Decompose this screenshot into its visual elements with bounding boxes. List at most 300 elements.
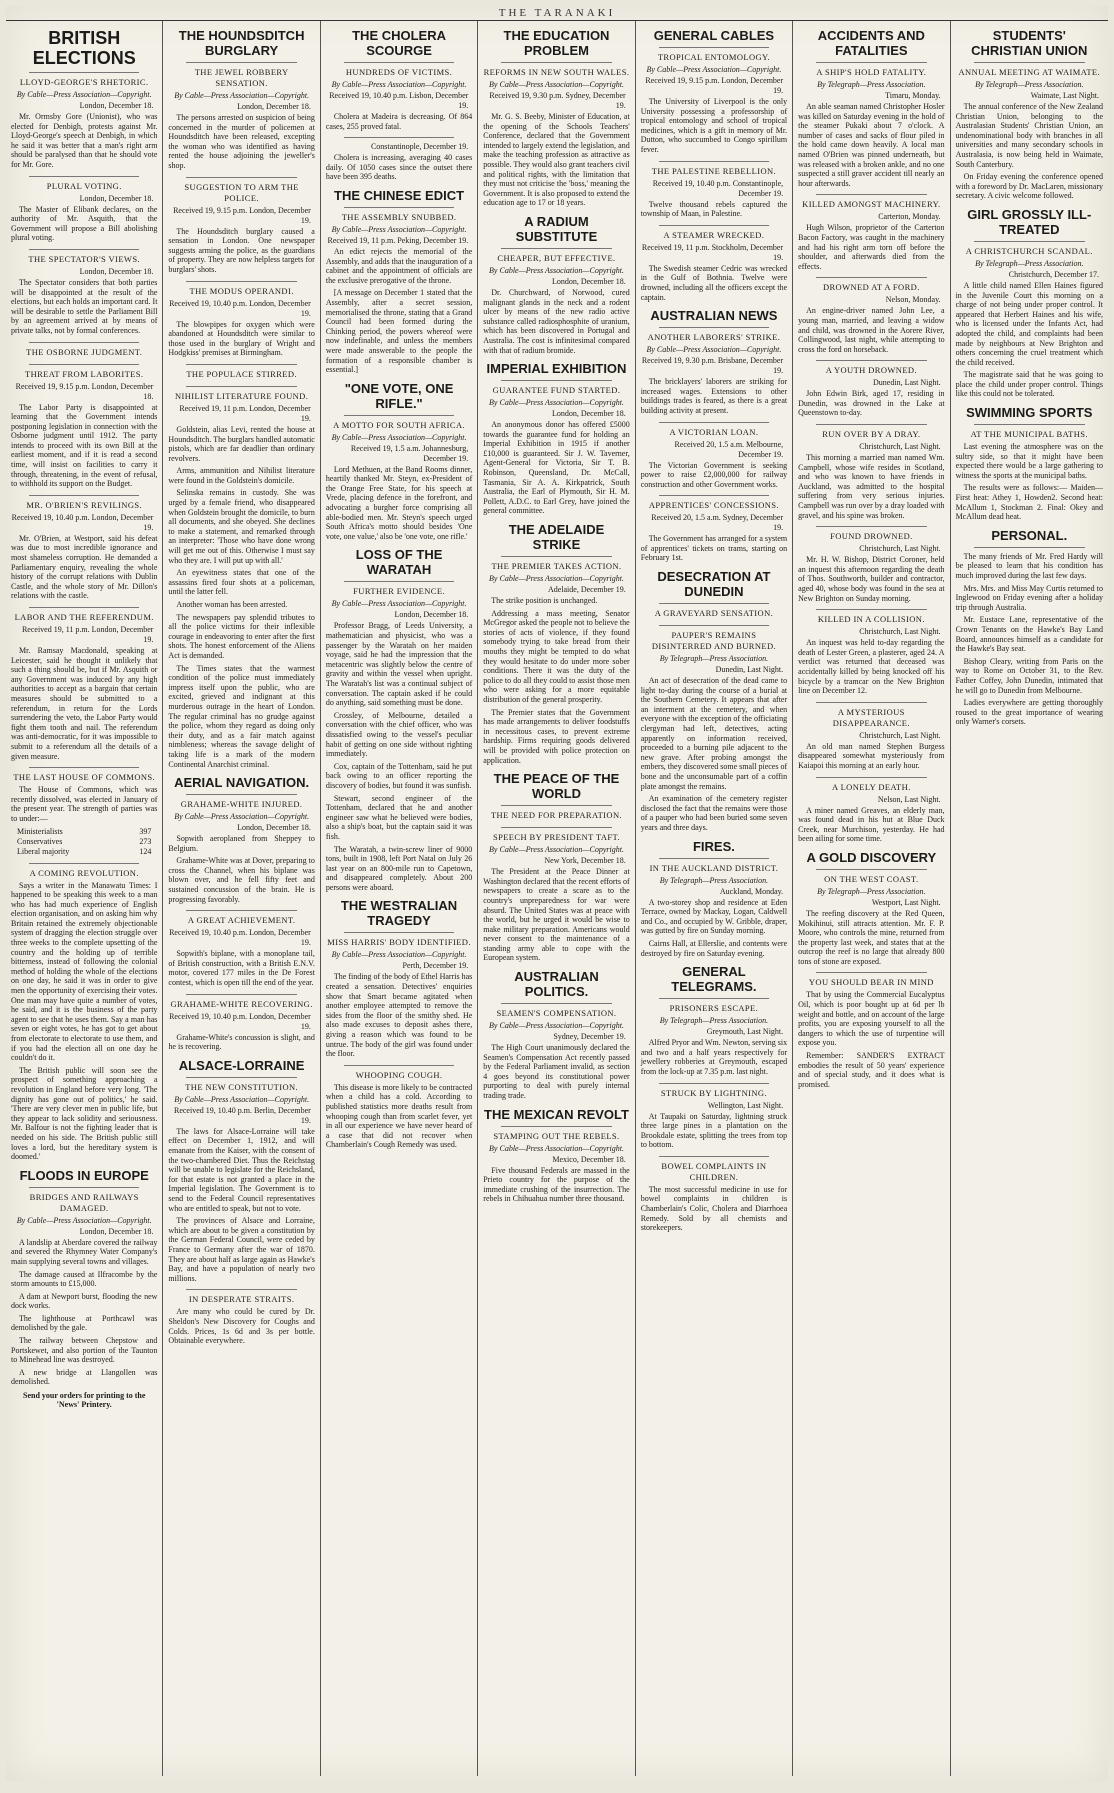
divider <box>186 386 296 387</box>
article <box>168 28 314 171</box>
headline: ALSACE-LORRAINE <box>178 1057 305 1073</box>
subheading: A LONELY DEATH. <box>831 781 911 792</box>
divider <box>29 249 139 250</box>
divider <box>29 863 139 864</box>
article-paragraph: The Spectator considers that both parties will be disappointed at the result of the elections, but each holds an important card. It will be desirable to settle the Parliament Bill by an agreement arrived at by means of private talks, not by formal conferences. <box>11 277 158 335</box>
headline: GENERAL CABLES <box>653 28 775 43</box>
article-paragraph: Sopwith aeroplaned from Sheppey to Belgium. <box>168 834 315 853</box>
article <box>11 767 157 856</box>
article-paragraph: On Friday evening the conference opened with a foreword by Dr. MacLaren, missionary secretary. A civic welcome followed. <box>955 172 1103 201</box>
place-date: London, December 18. <box>394 610 469 620</box>
dateline: By Cable—Press Association—Copyright. <box>489 574 624 584</box>
place-date: London, December 18. <box>79 193 154 203</box>
article-paragraph: [A message on December 1 stated that the Assembly, after a secret session, memorialised the throne, stating that a Grand Council had been formed during the Chinking period, the powers whereof were now indefinable, and unless the members were made answerable to the people the formation of a responsible chamber is essential.] <box>325 288 473 375</box>
dateline: By Cable—Press Association—Copyright. <box>646 345 782 355</box>
article-paragraph: An inquest was held to-day regarding the death of Lester Green, a plasterer, aged 24. A verdict was returned that deceased was accidentally killed by being knocked off his bicycle by a tramcar on the New Brighton line on December 12. <box>798 638 945 696</box>
place-date: Wellington, Last Night. <box>707 1100 784 1110</box>
article-paragraph: The blowpipes for oxygen which were abandoned at Houndsditch were similar to those used in the burglary of Wright and Hodgkiss' premises at Birmingham. <box>168 319 315 358</box>
article-paragraph: The persons arrested on suspicion of being concerned in the murder of policemen at Houndsditch have been released, excepting the woman who was identified as having rented the house adjoining the jeweller's shop. <box>168 113 315 170</box>
article-paragraph: Grahame-White was at Dover, preparing to cross the Channel, when his biplane was blown over, and he fell fifty feet and sustained concussion of the brain. He is progressing favorably. <box>168 856 315 904</box>
subheading: APPRENTICES' CONCESSIONS. <box>648 500 779 511</box>
divider <box>659 422 769 423</box>
subheading: WHOOPING COUGH. <box>355 1069 443 1080</box>
place-date: Received 19, 10.40 p.m. London, December 19. <box>169 298 311 318</box>
headline: BRITISH ELECTIONS <box>32 28 136 68</box>
subheading: A GRAVEYARD SENSATION. <box>654 608 774 619</box>
subheading: KILLED IN A COLLISION. <box>817 614 925 625</box>
divider <box>974 62 1085 63</box>
subheading: IN THE AUCKLAND DISTRICT. <box>649 862 779 873</box>
article <box>11 28 157 170</box>
article-paragraph: The strike position is unchanged. <box>491 596 598 606</box>
article-paragraph: An old man named Stephen Burgess disappeared somewhat mysteriously from Kaiapoi this morning at an early hour. <box>798 741 945 770</box>
article-paragraph: Says a writer in the Manawatu Times: I happened to be speaking this week to a man who has had much experience of English election organisation, and on asking him why Britain retained the extremely objectionable system of dragging the election struggle over three weeks to the complete upsetting of the country and the holding up of terrible bitterness, instead of following the colonial method of holding the whole of the elections on one day, he said it was in order to give men the opportunity of exercising their votes. One man may have quite a number of votes, he said, and it is the business of the party agent to see that he uses them. Say a man has seven or eight votes, he has got to get about from electorate to electorate to use them, and if you had the election all on one day he couldn't do it. <box>11 880 158 1063</box>
place-date: Waimate, Last Night. <box>1030 91 1099 100</box>
headline: FIRES. <box>692 838 735 854</box>
footer-note: Send your orders for printing to the 'News' Printery. <box>23 1391 146 1410</box>
divider <box>29 1187 139 1188</box>
subheading: THE LAST HOUSE OF COMMONS. <box>13 772 156 783</box>
article <box>11 364 157 489</box>
article <box>641 1083 787 1150</box>
article-paragraph: The Premier states that the Government has made arrangements to deliver foodstuffs in necessitous cases, to prevent extreme hardship. Firms requiring goods delivered will be provided with police protection on application. <box>483 707 630 765</box>
article-paragraph: Bishop Cleary, writing from Paris on the way to Rome on October 31, to the Rev. Father Coffey, John Dunedin, intimated that he will go to Dunedin from Melbourne. <box>955 656 1103 695</box>
place-date: Nelson, Last Night. <box>877 794 941 804</box>
place-date: Received 19, 9.15 p.m. London, December 19. <box>645 76 784 95</box>
dateline: By Cable—Press Association—Copyright. <box>16 1215 152 1225</box>
subheading: THE JEWEL ROBBERY SENSATION. <box>194 67 289 88</box>
place-date: Westport, Last Night. <box>871 897 941 907</box>
divider <box>816 526 926 527</box>
subheading: IN DESPERATE STRAITS. <box>188 1294 295 1305</box>
place-date: Received 19, 1.5 a.m. Johannesburg, December 19. <box>350 443 469 463</box>
column-4 <box>478 21 635 1776</box>
dateline: By Cable—Press Association—Copyright. <box>331 224 467 234</box>
subheading: A CHRISTCHURCH SCANDAL. <box>965 245 1093 256</box>
subheading: PRISONERS ESCAPE. <box>669 1003 759 1014</box>
subheading: STRUCK BY LIGHTNING. <box>660 1087 767 1098</box>
article-paragraph: Stewart, second engineer of the Tottenham, declared that he and another engineer saw what he believed were bodies, also a ship's boat, but the captain said it was fish. <box>325 793 473 841</box>
article <box>326 547 472 892</box>
place-date: Received 19, 9.15 p.m. London, December 19. <box>173 205 311 225</box>
article-paragraph: A two-storey shop and residence at Eden Terrace, owned by Mackay, Logan, Caldwell and Co., and occupied by W. Gribble, draper, was gutted by fire on Sunday morning. <box>640 897 788 936</box>
divider <box>974 424 1085 425</box>
subheading: SPEECH BY PRESIDENT TAFT. <box>492 832 621 843</box>
article-paragraph: The lighthouse at Porthcawl was demolished by the gale. <box>11 1313 158 1333</box>
subheading: PLURAL VOTING. <box>46 180 122 191</box>
subheading: SUGGESTION TO ARM THE POLICE. <box>184 181 299 203</box>
divider <box>659 495 769 496</box>
article <box>641 225 787 302</box>
article-paragraph: A dam at Newport burst, flooding the new dock works. <box>11 1291 158 1311</box>
article <box>798 702 944 771</box>
article-paragraph: The newspapers pay splendid tributes to all the police victims for their inflexible courage in endeavoring to enter after the first shots. The honest enforcement of the Aliens Act is demanded. <box>168 612 315 660</box>
article-paragraph: The provinces of Alsace and Lorraine, which are about to be given a constitution by the German Federal Council, were ceded by France to Germany after the war of 1870. They are about half as large again as Hawke's Bay, and have a population of nearly two millions. <box>168 1216 315 1283</box>
column-1 <box>6 21 163 1776</box>
divider <box>816 869 926 870</box>
divider <box>659 858 769 859</box>
place-date: Received 19, 11 p.m. London, December 19. <box>21 625 154 644</box>
dateline: By Cable—Press Association—Copyright. <box>489 1143 624 1153</box>
headline: IMPERIAL EXHIBITION <box>486 361 627 377</box>
table-cell-value: 397 <box>139 826 152 836</box>
subheading: THE POPULACE STIRRED. <box>186 368 297 379</box>
newspaper-page <box>6 6 1108 1781</box>
article <box>326 898 472 1058</box>
headline: THE WESTRALIAN TRAGEDY <box>340 898 458 929</box>
article-paragraph: This morning a married man named Wm. Campbell, whose wife resides in Scotland, and who was known to have friends in Auckland, was admitted to the hospital suffering from very serious injuries. Campbell was run over by a dray loaded with gravel, and his spine was broken. <box>798 453 945 520</box>
subheading: FURTHER EVIDENCE. <box>353 586 445 597</box>
divider <box>344 62 454 63</box>
place-date: Received 19, 9.30 p.m. Sydney, December 19. <box>489 91 626 110</box>
article <box>641 28 787 155</box>
article <box>798 777 944 844</box>
table-row <box>17 827 151 837</box>
subheading: AT THE MUNICIPAL BATHS. <box>970 429 1088 440</box>
place-date: Received 19, 11 p.m. Peking, December 19. <box>327 235 469 245</box>
article <box>641 422 787 490</box>
article-paragraph: The annual conference of the New Zealand Christian Union, belonging to the Australasian Students' Christian Union, an undenominational body with branches in all universities and many secondary schools in Australasia, is now being held in Waimate, South Canterbury. <box>955 102 1103 169</box>
subheading: SEAMEN'S COMPENSATION. <box>496 1008 617 1019</box>
article <box>168 994 314 1052</box>
place-date: Greymouth, Last Night. <box>706 1027 784 1037</box>
divider <box>659 625 769 626</box>
column-6 <box>793 21 950 1776</box>
article-paragraph: An eyewitness states that one of the assassins fired four shots at a policeman, until the latter fell. <box>168 568 315 597</box>
article-paragraph: The President at the Peace Dinner at Washington declared that the recent efforts of newspapers to create a scare as to the country's unpreparedness for war were absurd. The United States was at peace with the world, but he urged it would be wise to make military preparation. Americans would never consent to the maintenance of a standing army able to cope with the European system. <box>483 867 630 963</box>
divider <box>816 360 926 361</box>
subheading: YOU SHOULD BEAR IN MIND <box>808 977 934 988</box>
article <box>956 405 1103 522</box>
article-paragraph: The Master of Elibank declares, on the authority of Mr. Asquith, that the Government will propose a Bill abolishing plural voting. <box>11 204 158 243</box>
article <box>641 308 787 415</box>
place-date: Received 19, 10.40 p.m. London, December 19. <box>169 928 311 948</box>
article-paragraph: An examination of the cemetery register disclosed the fact that the remains were those of a pauper who had been buried some seven years and three days. <box>640 794 788 832</box>
divider <box>186 910 296 911</box>
headline: THE ADELAIDE STRIKE <box>508 522 605 553</box>
article <box>168 910 314 987</box>
article-paragraph: The High Court unanimously declared the Seamen's Compensation Act recently passed by the Federal Parliament invalid, as section 4 goes beyond its constitutional power purporting to deal with purely internal trading trade. <box>483 1043 630 1101</box>
divider <box>29 176 139 177</box>
article-paragraph: Lord Methuen, at the Band Rooms dinner, heartily thanked Mr. Steyn, ex-President of the Orange Free State, for his speech at Vrede, placing defence in the forefront, and advocating a burgher force comprising all able-bodied men. Mr. Steyn's speech urged South Africa's motto should besides 'One vote, one value,' also be 'one vote, one rifle.' <box>325 464 473 541</box>
article <box>11 1168 157 1409</box>
dateline: By Telegraph—Press Association. <box>659 875 769 885</box>
divider <box>186 1077 296 1078</box>
article-paragraph: The British public will soon see the prospect of something approaching a revolution in England before very long. 'The dignity has gone out of politics,' he said. 'There are very clever men in public life, but they appear to lack solidity and seriousness. Mr. Balfour is not the fighting leader that is needed on his side. The British public still loves a lord, but the hereditary system is doomed.' <box>11 1065 158 1162</box>
article-paragraph: An able seaman named Christopher Hosler was killed on Saturday evening in the hold of the steamer Pukaki about 7 o'clock. A number of cases and sacks of flour piled in the hold came down heavily. A local man named O'Brien was pinned underneath, but was released with a broken ankle, and no one suspected a still graver accident till nearly an hour afterwards. <box>798 102 945 188</box>
divider <box>29 767 139 768</box>
headline: THE CHOLERA SCOURGE <box>352 28 446 58</box>
table-row <box>17 837 151 847</box>
article <box>326 188 472 375</box>
article <box>168 281 314 358</box>
dateline: By Cable—Press Association—Copyright. <box>174 812 310 822</box>
subheading: STAMPING OUT THE REBELS. <box>493 1130 620 1141</box>
subheading: THE PREMIER TAKES ACTION. <box>491 561 622 572</box>
subheading: THE PALESTINE REBELLION. <box>651 165 777 176</box>
article <box>483 969 629 1101</box>
divider <box>816 702 926 703</box>
article-paragraph: Hugh Wilson, proprietor of the Carterton Bacon Factory, was caught in the machinery and had his right arm torn off before the shoulder, and afterwards died from the effects. <box>798 223 945 271</box>
article <box>483 28 629 208</box>
article-paragraph: The Government has arranged for a system of apprentices' tickets on trams, starting on February 1st. <box>640 534 788 563</box>
headline: AUSTRALIAN POLITICS. <box>514 969 599 1000</box>
divider <box>816 424 926 425</box>
place-date: Carterton, Monday. <box>878 212 941 222</box>
subheading: NIHILIST LITERATURE FOUND. <box>175 390 309 401</box>
place-date: Dunedin, Last Night. <box>873 378 941 388</box>
divider <box>816 777 926 778</box>
place-date: Sydney, December 19. <box>553 1032 626 1042</box>
article-paragraph: The Times states that the warmest condition of the police must immediately impress itself upon the public, who are excited, grieved and indignant at this murderous outrage in the heart of London. The regular criminal has no grudge against the police, whom they regard as doing only their duty, and as a fair match against nimbleness; whereas the savage delight of taking life is a mark of the modern Continental Anarchist criminal. <box>168 663 315 769</box>
place-date: Timaru, Monday. <box>885 91 941 100</box>
headline: DESECRATION AT DUNEDIN <box>657 569 771 600</box>
headline: SWIMMING SPORTS <box>966 405 1093 421</box>
article <box>641 569 787 619</box>
article-paragraph: John Edwin Birk, aged 17, residing in Dunedin, was drowned in the Lake at Queenstown to-day. <box>798 389 945 418</box>
article <box>798 194 944 271</box>
divider <box>659 47 769 48</box>
place-date: Nelson, Monday. <box>885 295 941 305</box>
headline: A RADIUM SUBSTITUTE <box>515 213 598 244</box>
subheading: A GREAT ACHIEVEMENT. <box>187 915 296 926</box>
place-date: Received 19, 10.40 p.m. Constantinople, December 19. <box>652 178 784 198</box>
article-paragraph: An anonymous donor has offered £5000 towards the guarantee fund for holding an Imperial Exhibition in 1915 if another £10,000 is guaranteed. Sir J. W. Taverner, Agent-General for Victoria, Sir T. B. Robinson, Queensland, Dr. McCall, Tasmania, Sir A. A. Kirkpatrick, South Australia, the Earl of Plymouth, Sir H. M. Pollett, A.D.C. to Earl Grey, have joined the general committee. <box>483 420 630 516</box>
dateline: By Cable—Press Association—Copyright. <box>16 90 152 99</box>
article-paragraph: Remember: SANDER'S EXTRACT embodies the result of 50 years' experience and of special study, and it does what is promised. <box>798 1051 945 1089</box>
place-date: Christchurch, Last Night. <box>859 730 941 740</box>
article-paragraph: The most successful medicine in use for bowel complaints in children is Chamberlain's Colic, Cholera and Diarrhoea Remedy. Sold by all chemists and storekeepers. <box>640 1184 788 1233</box>
place-date: Christchurch, Last Night. <box>859 544 941 554</box>
article-paragraph: Selinska remains in custody. She was urged by a female friend, who disappeared when Goldstein brought the domicile, to burn all documents, and she obeyed. She declines to make a statement, and remarked through an interpreter: 'Those who have done wrong will get me out of this. Otherwise I must say who they are. I will put up with all.' <box>168 488 315 565</box>
subheading: ON THE WEST COAST. <box>824 873 919 884</box>
headline: A GOLD DISCOVERY <box>806 849 937 865</box>
place-date: Received 19, 9.15 p.m. London, December 18. <box>15 381 154 401</box>
headline: STUDENTS' CHRISTIAN UNION <box>971 28 1088 58</box>
subheading: THE MODUS OPERANDI. <box>189 285 294 296</box>
article-paragraph: Mr. Ramsay Macdonald, speaking at Leicester, said he thought it unlikely that such a thing should be, but if Mr. Asquith or any Government was induced by any high authorities to accept as a bargain that certain measures should be submitted to a referendum, in return for the Lords surrendering the veto, the Labor Party would fight them tooth and nail. The referendum was anti-democratic, for it was impossible to submit to a referendum all the details of a given measure. <box>11 646 158 761</box>
article <box>168 1058 314 1284</box>
headline: FLOODS IN EUROPE <box>19 1167 149 1183</box>
divider <box>974 547 1085 548</box>
subheading: GUARANTEE FUND STARTED. <box>492 385 621 396</box>
divider <box>29 495 139 496</box>
dateline: By Cable—Press Association—Copyright. <box>489 265 624 275</box>
dateline: By Cable—Press Association—Copyright. <box>646 65 782 74</box>
place-date: Christchurch, December 17. <box>1008 269 1099 279</box>
article <box>483 827 629 963</box>
article-paragraph: The railway between Chepstow and Portskewet, and also portion of the Taunton to Minehead line was destroyed. <box>11 1336 158 1365</box>
place-date: Constantinople, December 19. <box>370 142 469 152</box>
dateline: By Telegraph—Press Association. <box>817 886 926 896</box>
article-paragraph: The finding of the body of Ethel Harris has created a sensation. Detectives' enquiries show that Smart became agitated when another employee attempted to remove the sides from the floor of the smithy shed. He also made excuses to deposit ashes there, giving a reason which was found to be untrue. The body of the girl was found under the floor. <box>325 972 473 1059</box>
dateline: By Cable—Press Association—Copyright. <box>489 398 624 408</box>
subheading: A COMING REVOLUTION. <box>29 867 139 878</box>
subheading: ANOTHER LABORERS' STRIKE. <box>647 332 781 343</box>
place-date: Received 19, 10.40 p.m. London, December 19. <box>11 512 154 532</box>
party-strength-table <box>17 827 151 857</box>
article-paragraph: Ladies everywhere are getting thoroughly roused to the great importance of wearing only Warner's corsets. <box>955 698 1103 727</box>
article <box>641 625 787 833</box>
subheading: A MYSTERIOUS DISAPPEARANCE. <box>832 706 910 728</box>
divider <box>344 581 454 582</box>
article-paragraph: Mr. G. S. Beeby, Minister of Education, at the opening of the Schools Teachers' Conference, declared that the Government intended to largely extend the legislation, and make the teaching profession as attractive as possible. They would also grant teachers civil and political rights, with the limitation that they must not criticise the 'boss,' meaning the Government. It is also proposed to extend the education age to 17 or 18 years. <box>483 112 630 208</box>
divider <box>659 1156 769 1157</box>
divider <box>344 137 454 138</box>
article-paragraph: The laws for Alsace-Lorraine will take effect on December 1, 1912, and will emanate from the Kaiser, with the consent of the two-chambered Diet. Thus the Reichstag will be unable to legislate for the Reichsland, for that estate is not granted a place in the Imperial legislation. The Government is to send to the Federal Council representatives who are entitled to speak, but not to vote. <box>168 1126 315 1213</box>
article-paragraph: An engine-driver named John Lee, a young man, married, and leaving a widow and child, was drowned in the Aorere River, Collingwood, last night, while attempting to cross the ford on horseback. <box>798 306 945 354</box>
divider <box>186 994 296 995</box>
dateline: By Telegraph—Press Association. <box>659 1016 769 1026</box>
article-paragraph: This disease is more likely to be contracted when a child has a cold. According to published statistics more deaths result from whooping cough than from scarlet fever, yet in all our experience we have never heard of a case that did not recover when Chamberlain's Cough Remedy was used. <box>325 1082 473 1150</box>
place-date: Christchurch, Last Night. <box>859 627 941 637</box>
table-cell-value: 124 <box>139 846 152 856</box>
divider <box>501 380 611 381</box>
article-paragraph: Crossley, of Melbourne, detailed a conversation with the chief officer, who was dissatisfied owing to the vessel's peculiar habit of getting on one side without righting immediately. <box>325 710 473 759</box>
place-date: Christchurch, Last Night. <box>859 442 941 452</box>
headline: GENERAL TELEGRAMS. <box>671 964 757 995</box>
subheading: FOUND DROWNED. <box>830 531 913 542</box>
subheading: CHEAPER, BUT EFFECTIVE. <box>497 252 616 263</box>
article <box>641 161 787 219</box>
article-paragraph: The Houndsditch burglary caused a sensation in London. One newspaper suggests arming the police, as the guardians of property. They are now helpless targets for burglars' shots. <box>168 226 315 274</box>
article-paragraph: Cholera at Madeira is decreasing. Of 864 cases, 255 proved fatal. <box>325 112 473 131</box>
article <box>11 249 157 336</box>
article <box>798 526 944 603</box>
column-7 <box>951 21 1108 1776</box>
table-cell-label: Conservatives <box>17 836 63 846</box>
table-row <box>17 847 151 857</box>
article <box>798 360 944 418</box>
subheading: MISS HARRIS' BODY IDENTIFIED. <box>327 937 471 948</box>
dateline: By Telegraph—Press Association. <box>659 654 769 664</box>
article-paragraph: Mr. O'Brien, at Westport, said his defeat was due to most incredible ignorance and most shameless corruption. He demanded a Parliamentary enquiry, revealing the whole history of the corrupt relations with Dublin Castle, and the whole story of Mr. Dillon's relations with the castle. <box>11 533 158 601</box>
table-cell-value: 273 <box>139 836 152 846</box>
subheading: GRAHAME-WHITE INJURED. <box>180 799 303 810</box>
divider <box>974 241 1085 242</box>
article <box>483 214 629 355</box>
article <box>11 607 157 761</box>
article-paragraph: Another woman has been arrested. <box>176 600 288 609</box>
subheading: THE NEED FOR PREPARATION. <box>490 810 623 821</box>
divider <box>186 281 296 282</box>
article-paragraph: That by using the Commercial Eucalyptus Oil, which is poor bought up at 6d per lb weight and bottle, and on account of the large profits, you are exposing yourself to all the dangers to which the use of turpentine will expose you. <box>798 990 945 1048</box>
article-paragraph: At Taupaki on Saturday, lightning struck three large pines in a plantation on the Brookdale estate, splitting the trees from top to bottom. <box>640 1111 788 1150</box>
headline: THE CHINESE EDICT <box>334 187 465 203</box>
divider <box>816 972 926 973</box>
article-paragraph: Five thousand Federals are massed in the Prieto country for the purpose of the immediate crushing of the insurrection. The rebels in Chihuahua number three thousand. <box>483 1165 630 1204</box>
article <box>326 28 472 131</box>
place-date: New York, December 18. <box>544 856 626 866</box>
subheading: MR. O'BRIEN'S REVILINGS. <box>26 499 143 510</box>
article-paragraph: The results were as follows:— Maiden—First heat: Athey 1, Howden2. Second heat: McAllum 1, Stockman 2. Final: Okey and McAllum dead heat. <box>955 483 1103 522</box>
article <box>11 176 157 243</box>
article <box>641 964 787 1076</box>
article <box>326 1065 472 1150</box>
article <box>956 207 1103 399</box>
article-paragraph: The many friends of Mr. Fred Hardy will be pleased to learn that his condition has much improved during the last few days. <box>955 551 1103 580</box>
article <box>798 277 944 354</box>
dateline: By Cable—Press Association—Copyright. <box>489 845 624 855</box>
headline: ACCIDENTS AND FATALITIES <box>817 28 925 58</box>
column-2 <box>163 21 320 1776</box>
article <box>798 424 944 520</box>
dateline: By Cable—Press Association—Copyright. <box>331 432 467 442</box>
article <box>11 342 157 358</box>
divider <box>186 1289 296 1290</box>
article <box>168 775 314 904</box>
place-date: Auckland, Monday. <box>719 886 784 896</box>
article <box>956 28 1103 201</box>
headline: PERSONAL. <box>991 527 1068 543</box>
dateline: By Cable—Press Association—Copyright. <box>331 80 467 89</box>
article-paragraph: Mr. Ormsby Gore (Unionist), who was elected for Denbigh, protests against Mr. Lloyd-George's speech at Denbigh, in which he said it was better that a man's right arm should be paralysed than that he should vote for Mr. Gore. <box>11 112 158 169</box>
article <box>483 1107 629 1204</box>
article-paragraph: Cairns Hall, at Ellerslie, and contents were destroyed by fire on Saturday evening. <box>640 938 788 958</box>
article-paragraph: A little child named Ellen Haines figured in the Juvenile Court this morning on a charge of not being under proper control. It appeared that Herbert Haines and his wife, who is licensed under the Infants Act, had adopted the child, and complaints had been made by neighbours at New Brighton and others concerning the cruel treatment which the child received. <box>955 280 1103 367</box>
divider <box>659 327 769 328</box>
divider <box>501 827 611 828</box>
place-date: Received 19, 11 p.m. Stockholm, December 19. <box>641 242 784 262</box>
article-paragraph: Twelve thousand rebels captured the township of Maan, in Palestine. <box>640 199 788 219</box>
place-date: Received 19, 10.40 p.m. London, December 19. <box>169 1011 311 1031</box>
divider <box>501 556 611 557</box>
divider <box>659 603 769 604</box>
divider <box>186 177 296 178</box>
article-paragraph: The Waratah, a twin-screw liner of 9000 tons, built in 1908, left Port Natal on July 26 last year on an 800-mile run to Capetown, and disappeared completely. About 200 persons were aboard. <box>325 844 473 892</box>
article-paragraph: Mr. Eustace Lane, representative of the Crown Tenants on the Hawke's Bay Land Board, announces himself as a candidate for the Hawke's Bay seat. <box>955 615 1103 654</box>
article-paragraph: Sopwith's biplane, with a monoplane tail, of British construction, with a British E.N.V. motor, covered 177 miles in the De Forest contest, which is open till the end of the year. <box>168 949 315 988</box>
place-date: Mexico, December 18. <box>552 1154 626 1164</box>
column-grid <box>6 21 1108 1776</box>
article-paragraph: Arms, ammunition and Nihilist literature were found in the Goldstein's domicile. <box>168 466 315 485</box>
article-paragraph: An edict rejects the memorial of the Assembly, and adds that the inauguration of a cabinet and the appointment of officials are the exclusive prerogative of the throne. <box>325 246 473 285</box>
article <box>168 364 314 380</box>
place-date: Perth, December 19. <box>402 961 469 971</box>
divider <box>344 932 454 933</box>
article-paragraph: Grahame-White's concussion is slight, and he is recovering. <box>168 1032 315 1052</box>
dateline: By Telegraph—Press Association. <box>975 258 1084 268</box>
place-date: London, December 18. <box>551 276 626 286</box>
headline: THE PEACE OF THE WORLD <box>493 771 620 802</box>
article-paragraph: The magistrate said that he was going to place the child under proper control. Things like this could not be tolerated. <box>955 370 1103 399</box>
article-paragraph: Cox, captain of the Tottenham, said he put back owing to an officer reporting the discovery of bodies, but found it was sunfish. <box>325 761 473 790</box>
divider <box>659 998 769 999</box>
article <box>11 863 157 1162</box>
dateline: By Cable—Press Association—Copyright. <box>174 1094 310 1104</box>
subheading: LLOYD-GEORGE'S RHETORIC. <box>19 77 149 87</box>
headline: LOSS OF THE WARATAH <box>355 547 443 578</box>
subheading: A YOUTH DROWNED. <box>825 365 918 376</box>
place-date: Adelaide, December 19. <box>547 585 626 595</box>
dateline: By Cable—Press Association—Copyright. <box>489 80 624 89</box>
divider <box>816 609 926 610</box>
subheading: PAUPER'S REMAINS DISINTERRED AND BURNED. <box>651 630 777 652</box>
place-date: Received 19, 10.40 p.m. Berlin, December 19. <box>173 1105 311 1125</box>
subheading: RUN OVER BY A DRAY. <box>822 429 921 440</box>
article-paragraph: Addressing a mass meeting, Senator McGregor asked the people not to believe the stories of acts of violence, if they found somebody trying to take bread from their mouths they might be tempted to do what they would hesitate to do under more sober conditions. There it was the duty of the police to do all they could to assist those men who were asking for a more equitable distribution of the general prosperity. <box>483 608 630 704</box>
subheading: REFORMS IN NEW SOUTH WALES. <box>483 67 630 77</box>
subheading: THE NEW CONSTITUTION. <box>185 1081 299 1092</box>
article-paragraph: The House of Commons, which was recently dissolved, was elected in January of the present year. The strength of parties was to under:— <box>11 785 158 823</box>
article <box>326 137 472 182</box>
subheading: GRAHAME-WHITE RECOVERING. <box>170 998 313 1009</box>
divider <box>816 194 926 195</box>
place-date: Dunedin, Last Night. <box>715 665 784 675</box>
article-paragraph: An act of desecration of the dead came to light to-day during the course of a burial at the Southern Cemetery. It appears that after an interment at the cemetery, and when everyone with the exception of the officiating clergyman had left, detectives, acting apparently on information received, proceeded to a burning pile adjacent to the new grave. After probing amongst the embers, they discovered some small pieces of bone and the unconsumable part of a coffin plate amongst the remains. <box>640 676 788 791</box>
article-paragraph: Last evening the atmosphere was on the sultry side, so that it might have been expected there would be a large gathering to witness the sports at the municipal baths. <box>955 442 1103 480</box>
article-paragraph: Alfred Pryor and Wm. Newton, serving six and two and a half years respectively for jewellery robberies at Greymouth, escaped from the lock-up at 7.35 p.m. last night. <box>640 1038 788 1076</box>
